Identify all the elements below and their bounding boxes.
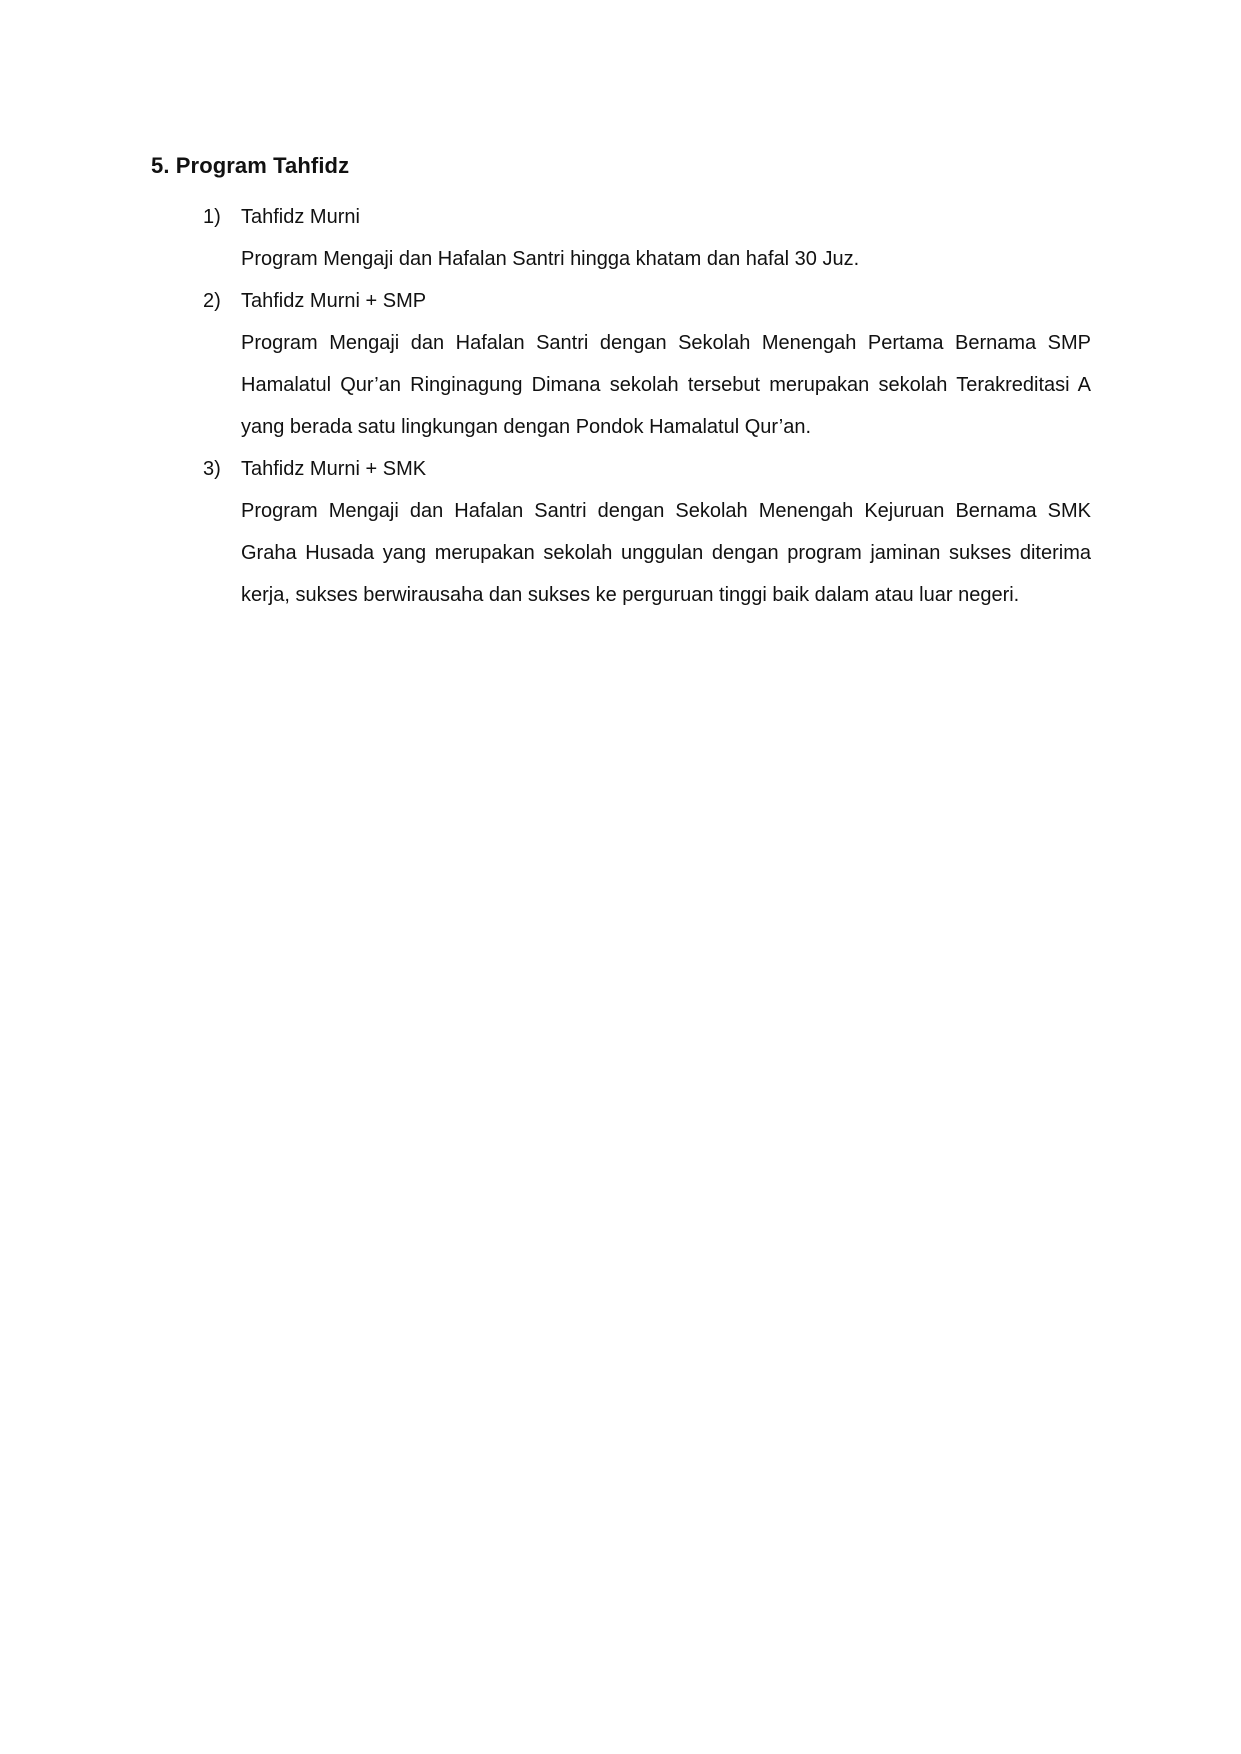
list-item-head	[151, 280, 1091, 322]
list-item-description: Program Mengaji dan Hafalan Santri hingga khatam dan hafal 30 Juz.	[241, 248, 860, 270]
list-item	[151, 448, 1091, 616]
section-title: 5. Program Tahfidz	[151, 153, 350, 178]
list-item-title: Tahfidz Murni	[241, 206, 360, 228]
list-item	[151, 196, 1091, 280]
list-item-description: Program Mengaji dan Hafalan Santri dengan Sekolah Menengah Kejuruan Bernama SMK Graha Husada yang merupakan sekolah unggulan dengan program jaminan sukses diterima kerja, sukses berwirausaha dan sukses ke perguruan tinggi baik dalam atau luar negeri.	[241, 500, 1091, 606]
program-list	[151, 196, 1091, 616]
list-item-number: 3)	[203, 458, 221, 480]
list-item	[151, 280, 1091, 448]
list-item-number: 1)	[203, 206, 221, 228]
list-item-number: 2)	[203, 290, 221, 312]
list-item-title: Tahfidz Murni + SMK	[241, 458, 427, 480]
list-item-head	[151, 196, 1091, 238]
list-item-title: Tahfidz Murni + SMP	[241, 290, 427, 312]
list-item-head	[151, 448, 1091, 490]
list-item-description: Program Mengaji dan Hafalan Santri dengan Sekolah Menengah Pertama Bernama SMP Hamalatul Qur’an Ringinagung Dimana sekolah tersebut merupakan sekolah Terakreditasi A yang berada satu lingkungan dengan Pondok Hamalatul Qur’an.	[241, 332, 1091, 438]
